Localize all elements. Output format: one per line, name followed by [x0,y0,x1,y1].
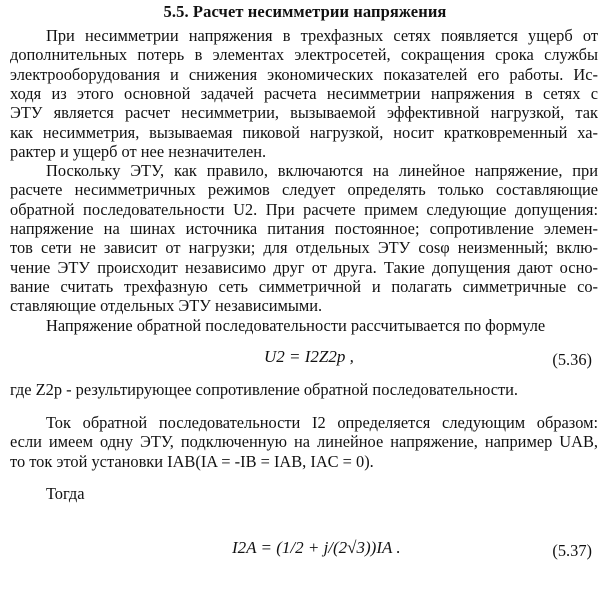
where-line [10,380,598,399]
text-line: тов сети не зависит от нагрузки; для отдельных ЭТУ cosφ неизменный; вклю- [10,238,598,258]
text-line: ставляющие отдельных ЭТУ независимыми. [10,296,323,316]
text-line: где Z2p - результирующее сопротивление обратной последовательности. [10,380,518,399]
formula-expression: I2A = (1/2 + j/(2√3))IA . [232,538,401,557]
text-line: электрооборудования и снижения экономических показателей его работы. Ис- [10,64,598,84]
formula-5-37 [232,538,401,558]
text-line: Ток обратной последовательности I2 определяется следующим образом: [46,413,598,432]
paragraph-3 [10,316,598,335]
text-line: расчете несимметричных режимов следует определять только составляющие [10,180,598,200]
paragraph-2 [10,161,598,316]
text-line: как несимметрия, вызываемая пиковой нагрузкой, носит кратковременный ха- [10,122,598,142]
text-line: ЭТУ является расчет несимметрии, вызываемой эффективной нагрузкой, так [10,103,598,123]
togda-line [10,484,598,503]
text-line: Напряжение обратной последовательности рассчитывается по формуле [46,316,546,335]
text-line: вание считать трехфазную сеть симметричной и полагать симметричные со- [10,277,598,297]
paragraph-4 [10,413,598,471]
formula-number: (5.37) [552,541,592,560]
section-heading: 5.5. Расчет несимметрии напряжения [163,2,447,21]
paragraph-1 [10,26,598,161]
text-line: напряжение на шинах источника питания постоянное; сопротивление элемен- [10,219,598,239]
text-line: рактер и ущерб от нее незначителен. [10,142,267,162]
formula-number: (5.36) [552,350,592,369]
text-line: ходя из этого основной задачей расчета несимметрии напряжения в сетях с [10,84,598,104]
formula-5-36 [264,347,354,367]
text-line: если имеем одну ЭТУ, подключенную на линейное напряжение, например UAB, [10,432,598,452]
text-line: дополнительных потерь в элементах электросетей, сокращения срока службы [10,45,598,65]
formula-expression: U2 = I2Z2p , [264,347,354,366]
text-line: обратной последовательности U2. При расчете примем следующие допущения: [10,199,598,219]
text-line: Поскольку ЭТУ, как правило, включаются на линейное напряжение, при [46,161,598,180]
text-line: чение ЭТУ происходит независимо друг от друга. Такие допущения дают осно- [10,257,598,277]
text-line: При несимметрии напряжения в трехфазных сетях появляется ущерб от [46,26,598,45]
text-line: то ток этой установки IAB(IA = -IB = IAB, IAC = 0). [10,451,374,471]
text-line: Тогда [46,484,85,503]
